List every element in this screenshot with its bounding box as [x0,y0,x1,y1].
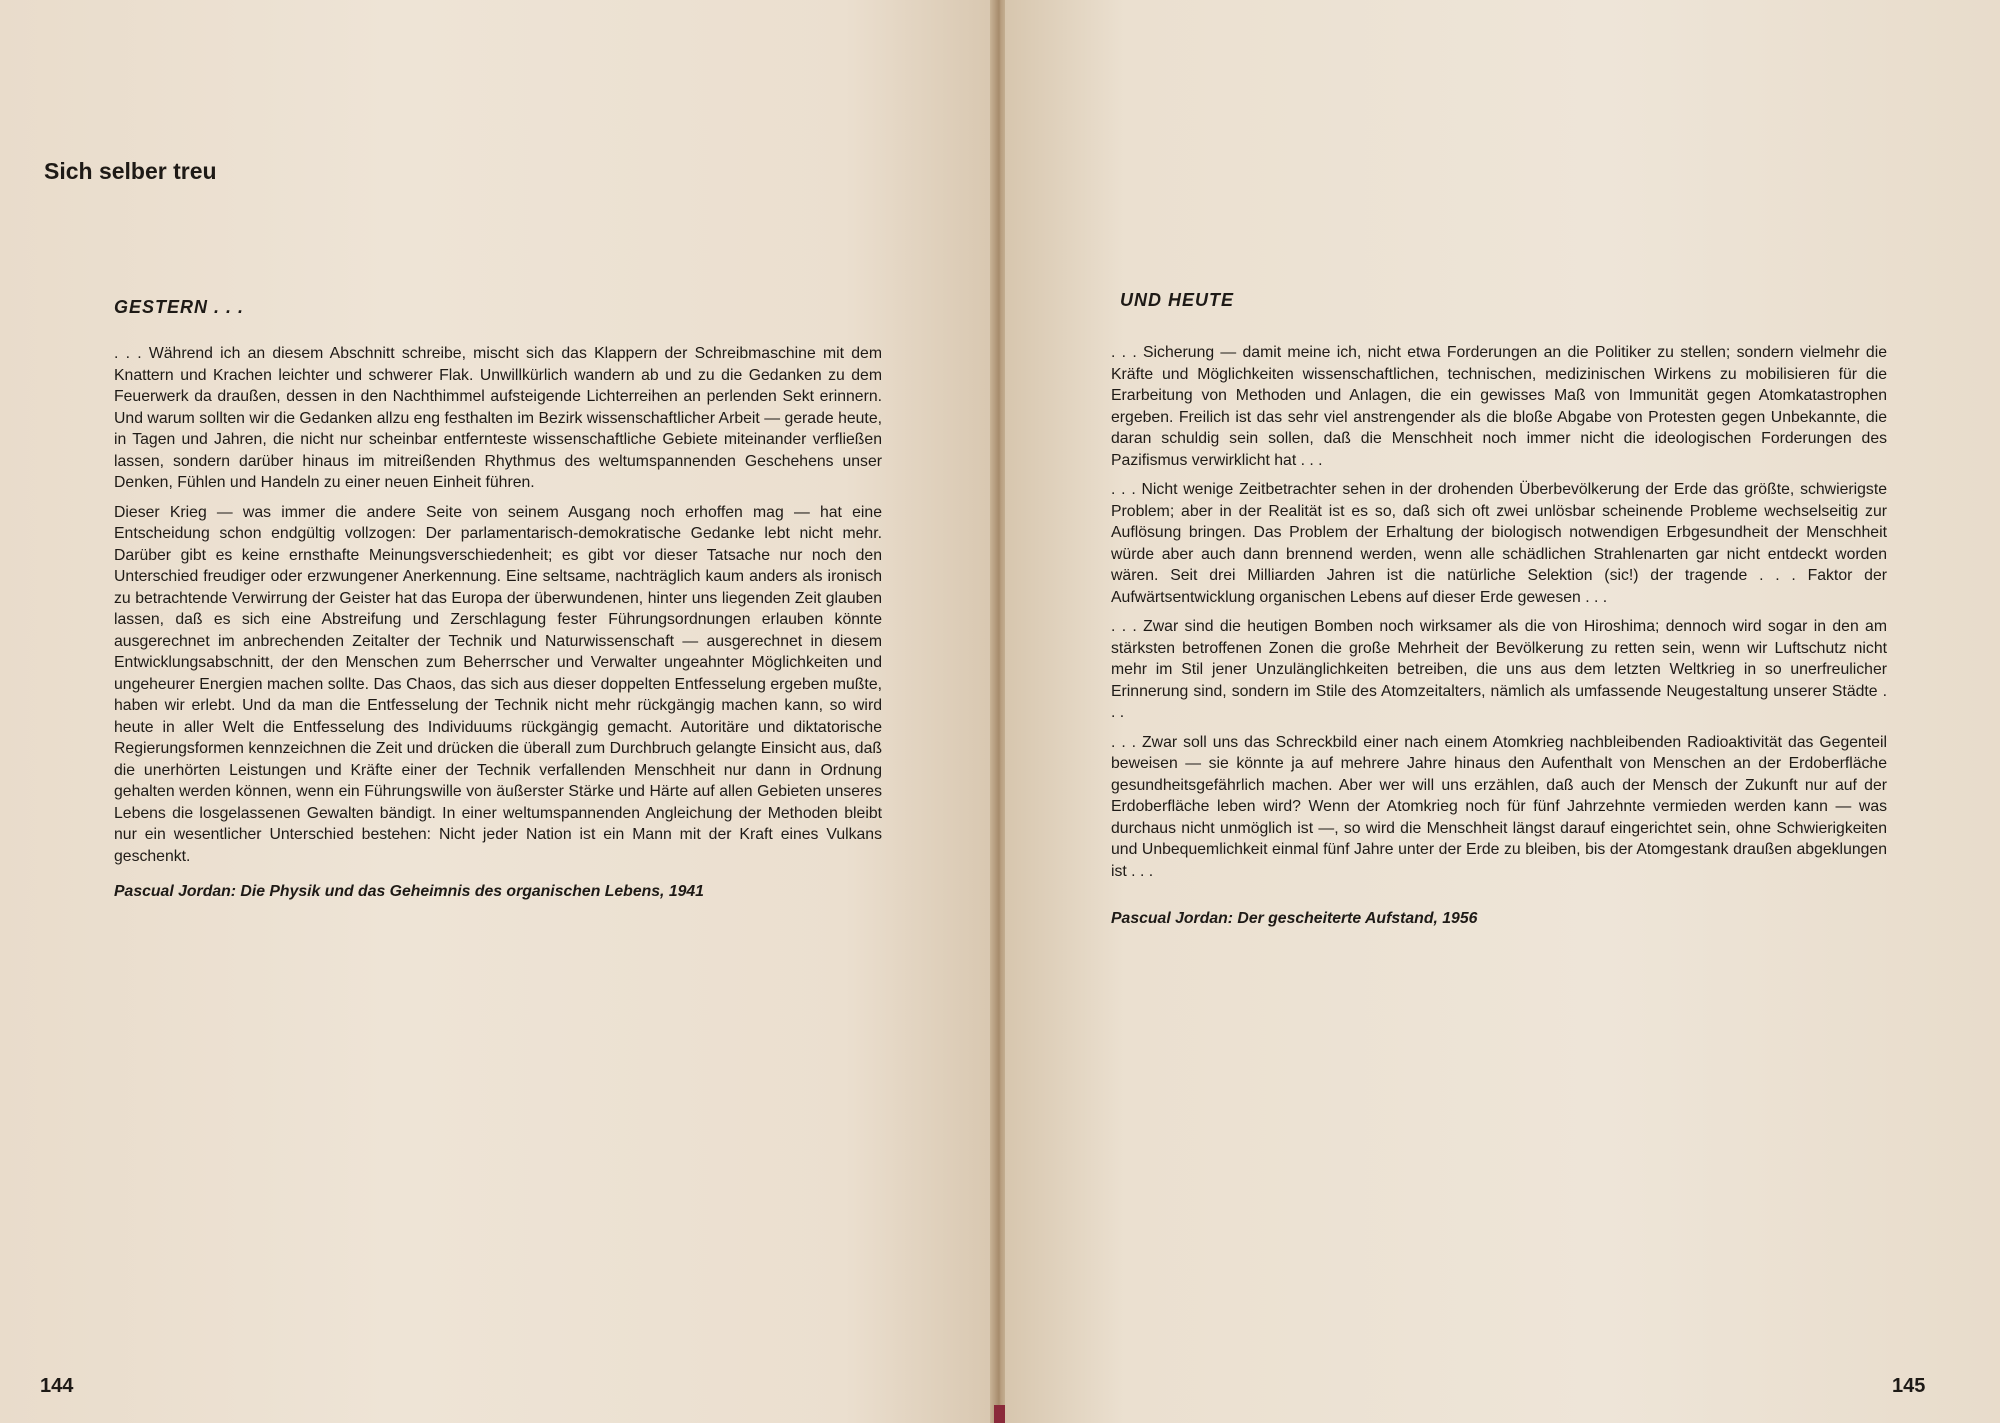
source-citation: Pascual Jordan: Der gescheiterte Aufstand, 1956 [1111,910,1478,927]
left-text-block [114,343,882,911]
section-heading-gestern: GESTERN . . . [114,297,245,317]
quote-paragraph: . . . Zwar soll uns das Schreckbild einer nach einem Atomkrieg nachbleibenden Radioaktivität das Gegenteil beweisen — sie könnte ja auf mehrere Jahre hinaus den Aufenthalt von Menschen an der Erdoberfläche gesundheitsgefährlich machen. Aber wer will uns erzählen, daß auch der Mensch der Zukunft nur auf der Erdoberfläche leben wird? Wenn der Atomkrieg noch für fünf Jahrzehnte vermieden werden kann — was durchaus nicht unmöglich ist —, so wird die Menschheit längst darauf eingerichtet sein, ohne Schwierigkeiten und Unbequemlichkeit einmal fünf Jahre unter der Erde zu bleiben, bis der Atomgestank draußen abgeklungen ist . . . [1111,733,1887,880]
left-page [0,0,995,1423]
quote-paragraph: . . . Sicherung — damit meine ich, nicht etwa Forderungen an die Politiker zu stellen; sondern vielmehr die Kräfte und Möglichkeiten wissenschaftlichen, technischen, medizinischen Wirkens zu mobilisieren für die Erarbeitung von Methoden und Anlagen, die ein gewisses Maß von Immunität gegen Atomkatastrophen ergeben. Freilich ist das sehr viel anstrengender als die bloße Abgabe von Protesten gegen Unbekannte, die daran schuldig sein sollen, daß die Menschheit noch immer nicht die ideologischen Forderungen des Pazifismus verwirklicht hat . . . [1111,344,1887,469]
right-page [1005,0,2000,1423]
paragraph: . . . Während ich an diesem Abschnitt schreibe, mischt sich das Klappern der Schreibmaschine mit dem Knattern und Krachen leichter und schwerer Flak. Unwillkürlich wandern ab und zu die Gedanken zu dem Feuerwerk da draußen, dessen in den Nachthimmel aufsteigende Lichterreihen an perlenden Sekt erinnern. Und warum sollten wir die Gedanken allzu eng festhalten im Bezirk wissenschaftlicher Arbeit — gerade heute, in Tagen und Jahren, die nicht nur scheinbar entfernteste wissenschaftliche Gebiete miteinander verfließen lassen, sondern darüber hinaus im mitreißenden Rhythmus des weltumspannenden Geschehens unser Denken, Fühlen und Handeln zu einer neuen Einheit führen. [114,345,882,491]
right-text-block [1111,342,1887,938]
quote-paragraph: . . . Nicht wenige Zeitbetrachter sehen in der drohenden Überbevölkerung der Erde das größte, schwierigste Problem; aber in der Realität ist es so, daß sich oft zwei unlösbar scheinende Probleme wechselseitig zur Auflösung bringen. Das Problem der Erhaltung der biologisch notwendigen Erbgesundheit der Menschheit würde aber auch dann brennend werden, wenn alle schädlichen Strahlenarten gar nicht entdeckt worden wären. Seit drei Milliarden Jahren ist die natürliche Selektion (sic!) der tragende . . . Faktor der Aufwärtsentwicklung organischen Lebens auf dieser Erde gewesen . . . [1111,481,1887,606]
quote-paragraph: . . . Zwar sind die heutigen Bomben noch wirksamer als die von Hiroshima; dennoch wird sogar in den am stärksten betroffenen Zonen die große Mehrheit der Bevölkerung zu retten sein, wenn wir Luftschutz nicht mehr im Stil jener Unzulänglichkeiten betreiben, die uns aus dem letzten Weltkrieg in so unerfreulicher Erinnerung sind, sondern im Stile des Atomzeitalters, nämlich als umfassende Neugestaltung unserer Städte . . . [1111,618,1887,721]
section-heading-und-heute: UND HEUTE [1120,290,1235,310]
chapter-title: Sich selber treu [44,158,217,184]
page-number: 145 [1892,1375,1926,1397]
page-number: 144 [40,1375,74,1397]
paragraph: Dieser Krieg — was immer die andere Seite von seinem Ausgang noch erhoffen mag — hat eine Entscheidung schon endgültig vollzogen: Der parlamentarisch-demokratische Gedanke lebt nicht mehr. Darüber gibt es keine ernsthafte Meinungsverschiedenheit; es gibt vor dieser Tatsache nur noch den Unterschied freudiger oder erzwungener Anerkennung. Eine seltsame, nachträglich kaum anders als ironisch zu betrachtende Verwirrung der Geister hat das Europa der überwundenen, hinter uns liegenden Zeit glauben lassen, daß es sich eine Abstreifung und Zerschlagung fester Führungsordnungen erlauben könnte ausgerechnet im anbrechenden Zeitalter der Technik und Naturwissenschaft — ausgerechnet in diesem Entwicklungsabschnitt, der den Menschen zum Beherrscher und Verwalter ungeahnter Möglichkeiten und ungeheurer Energien machen sollte. Das Chaos, das sich aus dieser doppelten Entfesselung ergeben mußte, haben wir erlebt. Und da man die Entfesselung der Technik nicht mehr rückgängig machen kann, so wird heute in aller Welt die Entfesselung des Individuums rückgängig gemacht. Autoritäre und diktatorische Regierungsformen kennzeichnen die Zeit und drücken die überall zum Durchbruch gelangte Einsicht aus, daß die unerhörten Leistungen und Kräfte einer der Technik verfallenden Menschheit nur dann in Ordnung gehalten werden können, wenn ein Führungswille von äußerster Stärke und Härte auf allen Gebieten unseres Lebens die losgelassenen Gewalten bändigt. In einer weltumspannenden Angleichung der Methoden bleibt nur ein wesentlicher Unterschied bestehen: Nicht jeder Nation ist ein Mann mit der Kraft eines Vulkans geschenkt. [114,503,882,865]
source-citation: Pascual Jordan: Die Physik und das Geheimnis des organischen Lebens, 1941 [114,883,704,900]
